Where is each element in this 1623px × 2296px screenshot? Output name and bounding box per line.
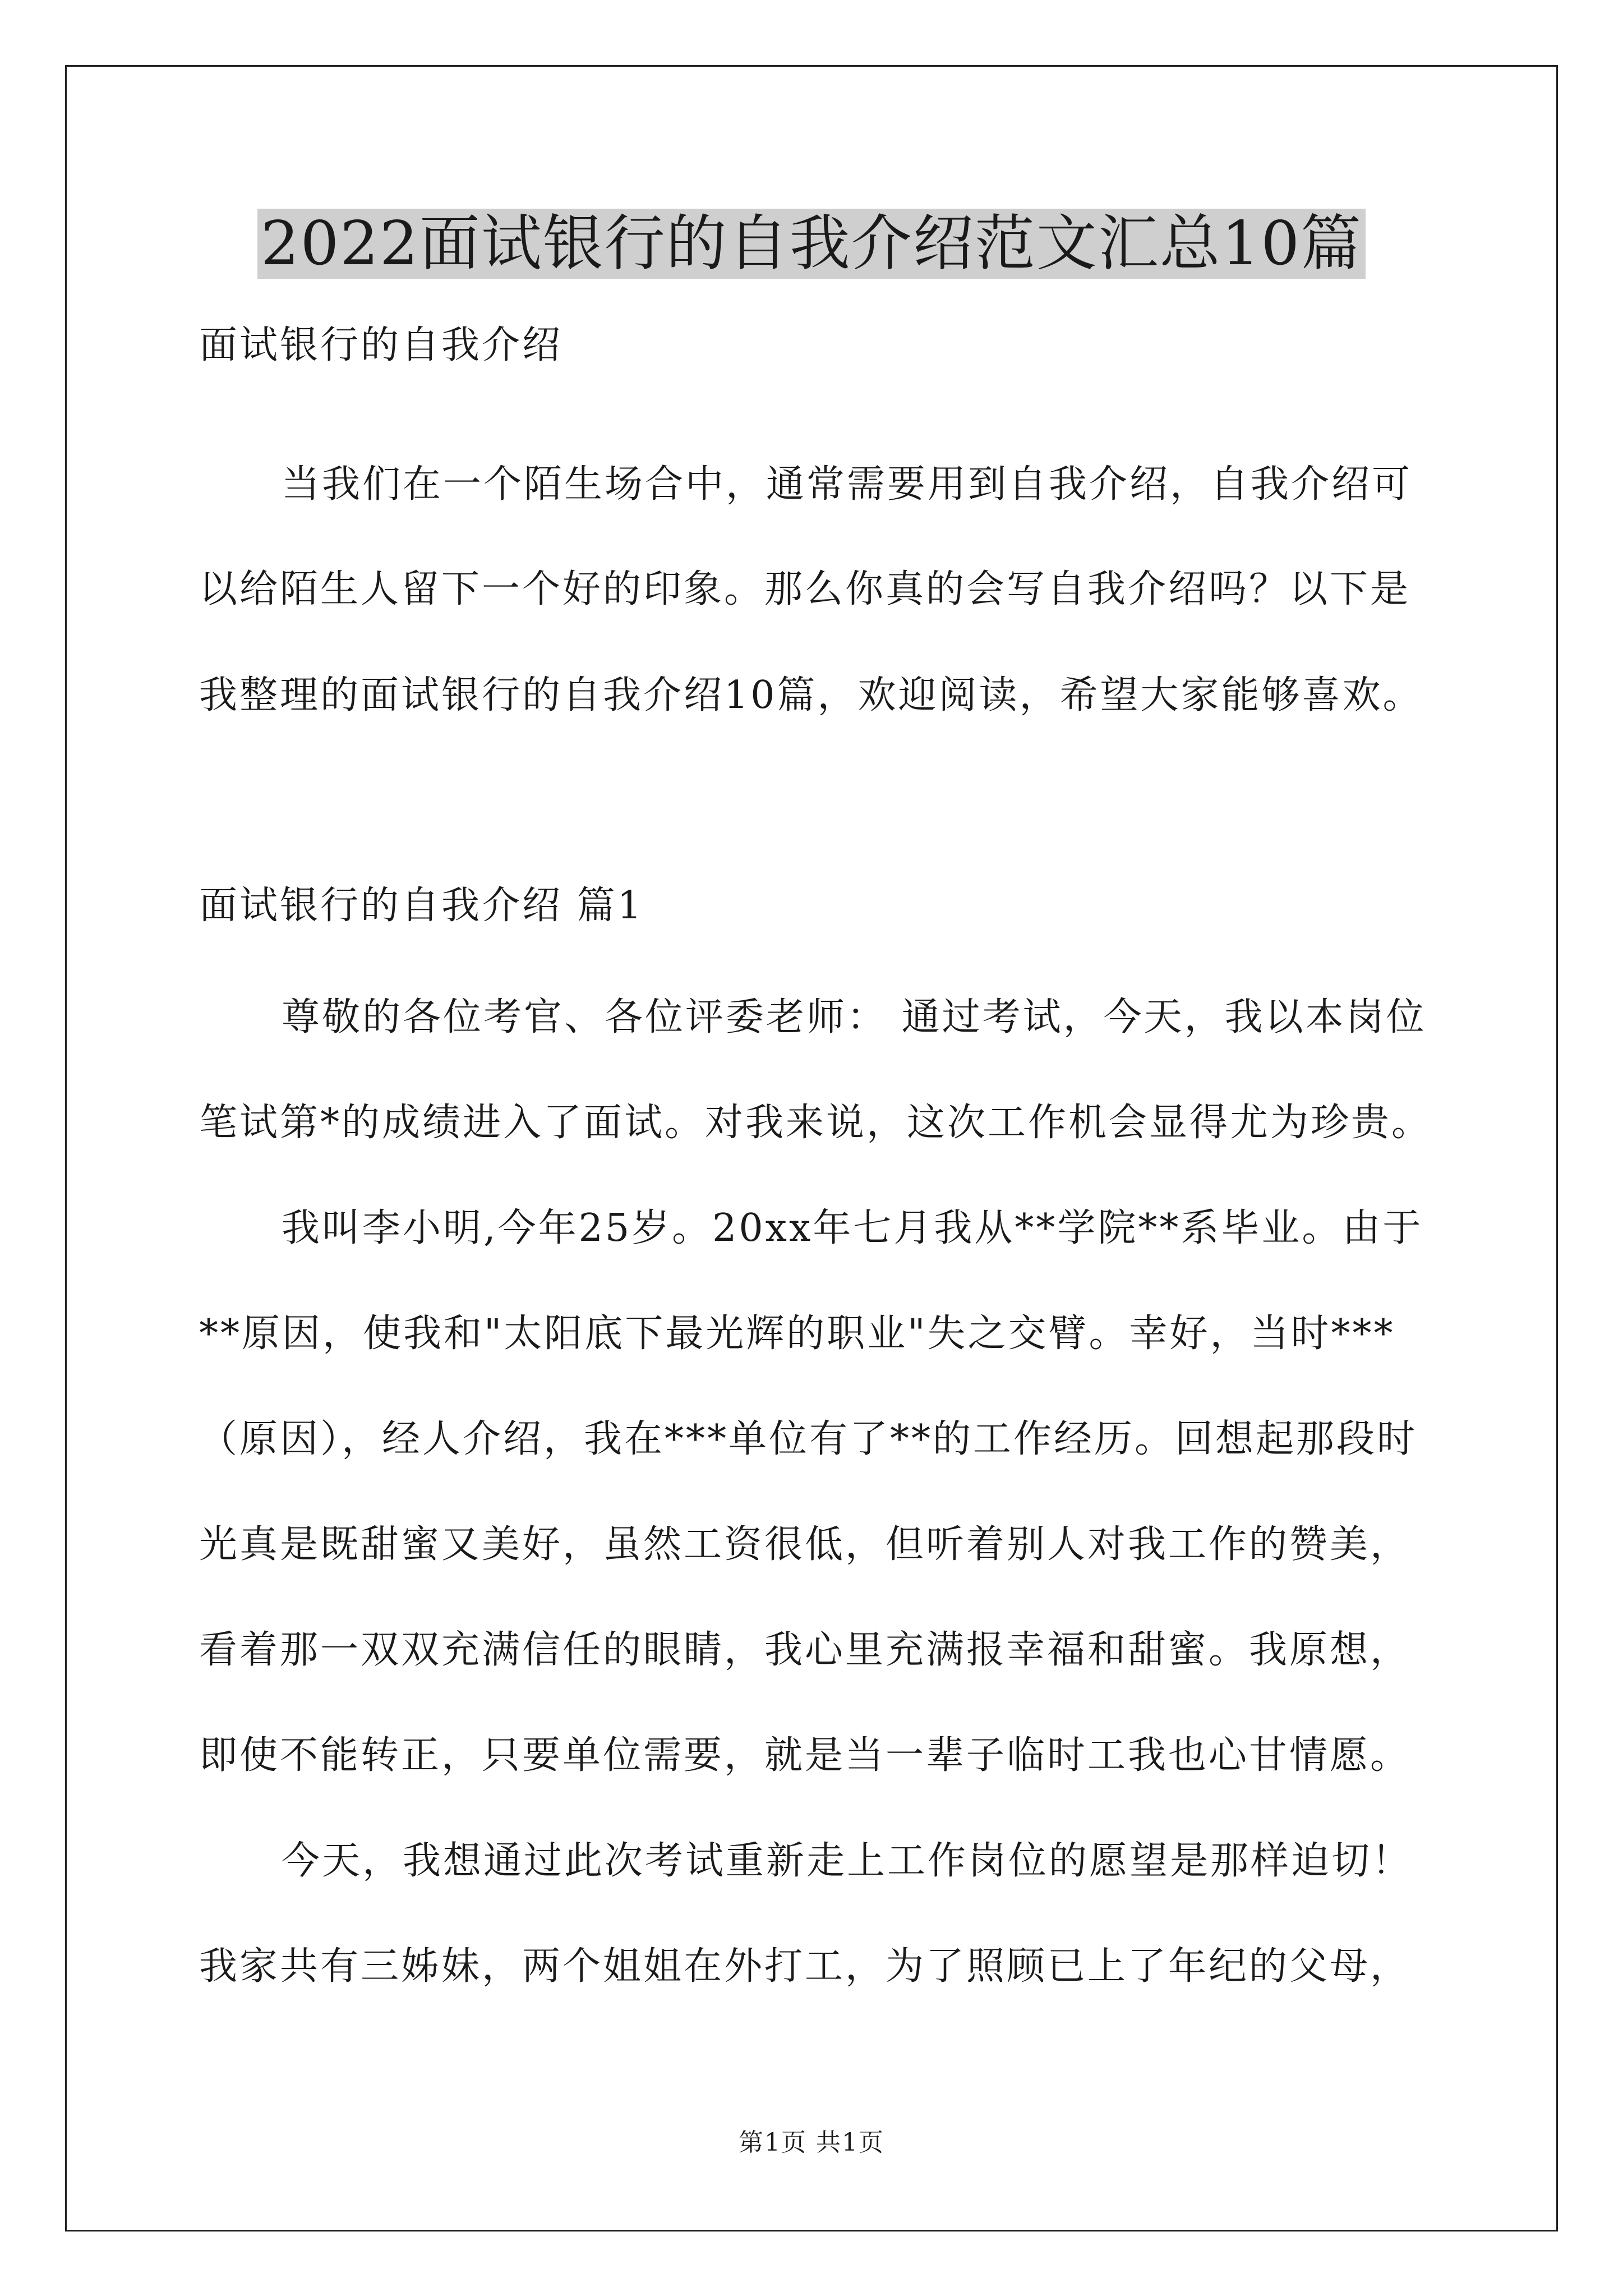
body-line-3: 我叫李小明,今年25岁。20xx年七月我从**学院**系毕业。由于 (282, 1206, 1423, 1250)
intro-line-1: 当我们在一个陌生场合中，通常需要用到自我介绍，自我介绍可 (282, 462, 1413, 507)
body-line-4: **原因，使我和"太阳底下最光辉的职业"失之交臂。幸好，当时*** (199, 1312, 1395, 1356)
intro-line-2: 以给陌生人留下一个好的印象。那么你真的会写自我介绍吗？以下是 (199, 567, 1411, 611)
page-footer: 第1页 共1页 (739, 2128, 884, 2157)
body-line-8: 即使不能转正，只要单位需要，就是当一辈子临时工我也心甘情愿。 (199, 1733, 1411, 1778)
body-line-1: 尊敬的各位考官、各位评委老师： 通过考试，今天，我以本岗位 (282, 995, 1427, 1039)
body-line-5: （原因），经人介绍，我在***单位有了**的工作经历。回想起那段时 (199, 1417, 1418, 1461)
body-line-2: 笔试第*的成绩进入了面试。对我来说，这次工作机会显得尤为珍贵。 (199, 1101, 1432, 1145)
body-line-7: 看着那一双双充满信任的眼睛，我心里充满报幸福和甜蜜。我原想， (199, 1628, 1411, 1672)
document-title-text: 2022面试银行的自我介绍范文汇总10篇 (257, 209, 1366, 279)
body-line-9: 今天，我想通过此次考试重新走上工作岗位的愿望是那样迫切！ (282, 1839, 1413, 1883)
document-title (0, 202, 1623, 286)
section-heading: 面试银行的自我介绍 (199, 323, 563, 367)
body-line-6: 光真是既甜蜜又美好，虽然工资很低，但听着别人对我工作的赞美， (199, 1522, 1411, 1567)
body-line-10: 我家共有三姊妹，两个姐姐在外打工，为了照顾已上了年纪的父母， (199, 1944, 1411, 1989)
article-heading: 面试银行的自我介绍 篇1 (199, 884, 644, 928)
intro-line-3: 我整理的面试银行的自我介绍10篇，欢迎阅读，希望大家能够喜欢。 (199, 673, 1423, 717)
